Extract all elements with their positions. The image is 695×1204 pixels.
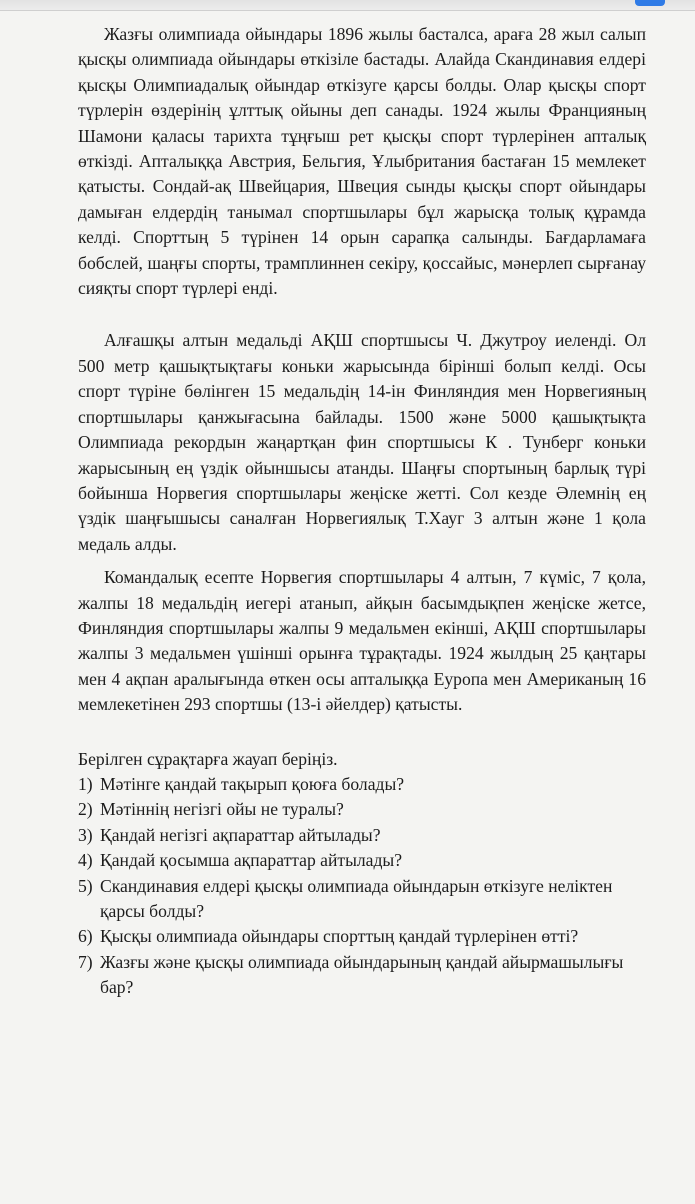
question-number: 7) [78, 951, 93, 972]
question-item [78, 950, 646, 1001]
question-item [78, 848, 646, 873]
paragraph-3: Командалық есепте Норвегия спортшылары 4 алтын, 7 күміс, 7 қола, жалпы 18 медальдің иегері атанып, айқын басымдықпен жеңіске жетсе, Финляндия спортшылары жалпы 9 медальмен екінші, АҚШ спортшылары жалпы 3 медальмен үшінші орынға тұрақтады. 1924 жылдың 25 қаңтары мен 4 ақпан аралығында өткен осы апталыққа Еуропа мен Американың 16 мемлекетінен 293 спортшы (13-і әйелдер) қатысты. [78, 567, 646, 715]
question-text: Қысқы олимпиада ойындары спорттың қандай түрлерінен өтті? [100, 926, 579, 947]
question-item [78, 772, 646, 797]
question-number: 4) [78, 850, 93, 871]
question-number: 5) [78, 875, 93, 896]
question-item [78, 924, 646, 949]
top-toolbar-edge [0, 0, 695, 11]
question-number: 2) [78, 799, 93, 820]
question-item [78, 823, 646, 848]
question-text: Скандинавия елдері қысқы олимпиада ойындарын өткізуге неліктен қарсы болды? [100, 875, 613, 921]
paragraph-spacer [78, 301, 646, 328]
question-number: 3) [78, 824, 93, 845]
questions-intro: Берілген сұрақтарға жауап беріңіз. [78, 748, 338, 769]
paragraph-2: Алғашқы алтын медальді АҚШ спортшысы Ч. Джутроу иеленді. Ол 500 метр қашықтықтағы коньки жарысында бірінші болып келді. Осы спорт түріне бөлінген 15 медальдің 14-ін Финляндия мен Норвегияның спортшылары қанжығасына байлады. 1500 және 5000 қашықтықта Олимпиада рекордын жаңартқан фин спортшысы К . Тунберг коньки жарысының ең үздік ойыншысы атанды. Шаңғы спортының барлық түрі бойынша Норвегия спортшылары жеңіске жетті. Сол кезде Әлемнің ең үздік шаңғышысы саналған Норвегиялық Т.Хауг 3 алтын және 1 қола медаль алды. [78, 330, 646, 554]
question-number: 6) [78, 926, 93, 947]
question-text: Қандай қосымша ақпараттар айтылады? [100, 850, 403, 871]
question-item [78, 797, 646, 822]
paragraph-1: Жазғы олимпиада ойындары 1896 жылы басталса, араға 28 жыл салып қысқы олимпиада ойындары өткізіле бастады. Алайда Скандинавия елдері қысқы Олимпиадалық ойындар өткізуге қарсы болды. Олар қысқы спорт түрлерін өздерінің ұлттық ойыны деп санады. 1924 жылы Францияның Шамони қаласы тарихта тұңғыш рет қысқы спорт түрлерінен апталық өткізді. Апталыққа Австрия, Бельгия, Ұлыбритания бастаған 15 мемлекет қатысты. Сондай-ақ Швейцария, Швеция сынды қысқы спорт ойындары дамыған елдердің танымал спортшылары бұл жарысқа толық құрамда келді. Спорттың 5 түрінен 14 орын сарапқа салынды. Бағдарламаға бобслей, шаңғы спорты, трамплиннен секіру, қоссайыс, мәнерлеп сырғанау сияқты спорт түрлері енді. [78, 24, 646, 299]
question-item [78, 874, 646, 925]
question-text: Мәтіннің негізгі ойы не туралы? [100, 799, 344, 820]
toolbar-button[interactable] [635, 0, 665, 6]
document-page [78, 22, 646, 1001]
question-text: Қандай негізгі ақпараттар айтылады? [100, 824, 381, 845]
question-list [78, 772, 646, 1001]
question-text: Жазғы және қысқы олимпиада ойындарының қандай айырмашылығы бар? [100, 951, 624, 998]
question-number: 1) [78, 773, 93, 794]
question-text: Мәтінге қандай тақырып қоюға болады? [100, 773, 405, 794]
paragraph-spacer [78, 557, 646, 565]
section-spacer [78, 718, 646, 747]
